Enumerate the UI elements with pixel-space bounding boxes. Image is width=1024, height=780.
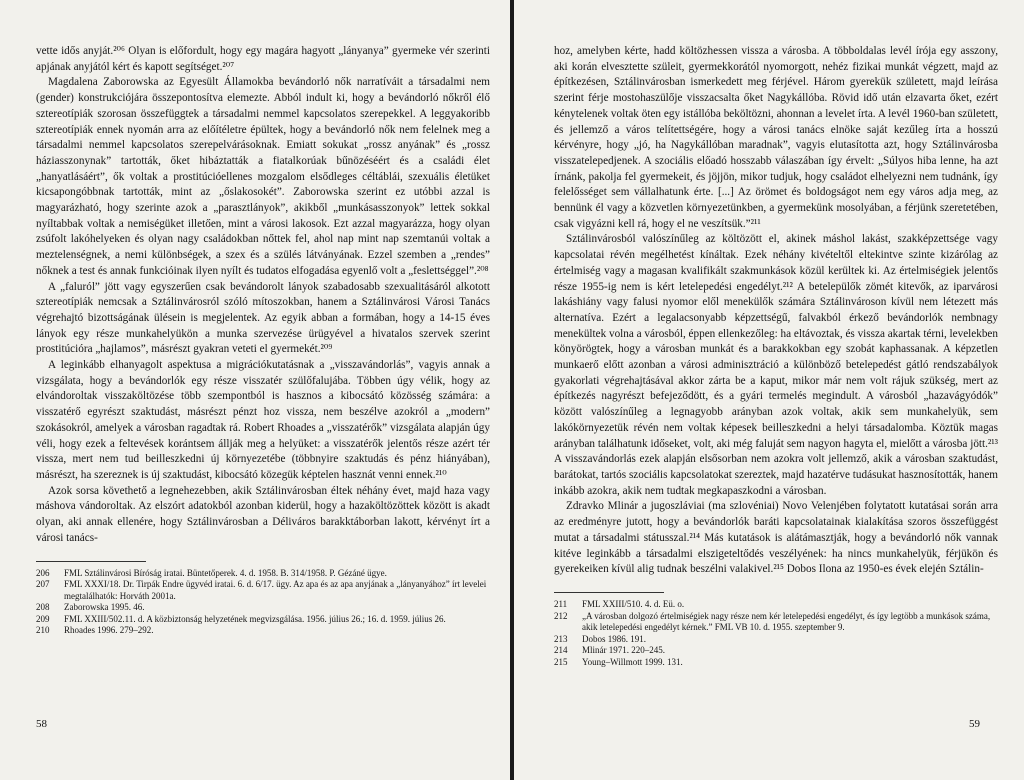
footnote-number: 214 [554, 645, 568, 656]
footnote [36, 614, 490, 626]
right-paragraph: Sztálinvárosból valószínűleg az költözött el, akinek máshol lakást, szakképzettsége vagy kapcsolatai révén megélhetést kínáltak. Ezek néhány kivételtől eltekintve szinte kizárólag az értelmiség vagy a magasan kvalifikált szakmunkások közül kerültek ki. Az értelmiségiek jelentős része 1955-ig nem is kért letelepedési engedélyt.²¹² A betelepülők zömét kitevők, az iparvárosi lakáshiány vagy falusi nyomor elől menekülők számára Sztálinvároson kívül nem létezett más alternatíva. Ezért a legalacsonyabb képzettségű, falvakból érkező bevándorlók nembnagy menekültek volna a városból, éppen ellenkezőleg: ha eltávoztak, és vissza akartak térni, levelekben könyörögtek, hogy a városban munkát és a barakkokban egy szobát kaphassanak. A képzetlen munkaerő előtt azonban a városi adminisztráció a különböző betelepedést gátló rendszabályok gyakorlati végrehajtásával akkor zárta be a kaput, mikor már nem volt rájuk szükség, mert az építkezés nagyrészt befejeződött, és a gyári termelés megindult. A városból „hazavágyódók” között valószínűleg a legnagyobb arányban azok voltak, akik sem munkahelyük, sem lakókörnyezetük révén nem voltak képesek beilleszkedni a helyi társadalomba. Köztük magas arányban találhatunk időseket, volt, aki még faluját sem nagyon hagyta el, mielőtt a városba jött.²¹³ A visszavándorlás ezek alapján elsősorban nem azokra volt jellemző, akik a városban szaktudást, barátokat, tartós szociális kapcsolatokat szereztek, majd hazatérve tudásukat hasznosították, hanem inkább azokra, akik nem tudtak megkapaszkodni a városban. [554, 233, 998, 497]
page-number: 58 [36, 718, 47, 730]
right-page [514, 0, 1024, 780]
footnote [554, 657, 998, 669]
left-footnotes [36, 568, 490, 638]
footnote [36, 602, 490, 614]
footnote-number: 207 [36, 579, 50, 590]
footnote-number: 215 [554, 656, 568, 667]
footnote [36, 568, 490, 580]
right-footnotes [554, 599, 998, 669]
footnote-number: 206 [36, 567, 50, 578]
footnote-divider [36, 561, 146, 562]
footnote-text: Dobos 1986. 191. [582, 633, 647, 644]
footnote [36, 625, 490, 637]
footnote-number: 211 [554, 598, 568, 609]
footnote-text: FML XXIII/510. 4. d. Eü. o. [582, 598, 685, 609]
footnote-text: „A városban dolgozó értelmiségiek nagy része nem kér letelepedési engedélyt, és így legtöbb a munkások száma, akik letelepedési engedélyt kérnek.” FML VB 10. d. 1955. szeptember 9. [582, 610, 991, 633]
footnote-number: 208 [36, 602, 50, 613]
right-paragraph: hoz, amelyben kérte, hadd költözhessen vissza a városba. A többoldalas levél írója egy asszony, aki korán elvesztette szüleit, gyermekkorától nyomorgott, nehéz fizikai munkát végzett, majd az építkezésen, Sztálinvárosban ismerkedett meg férjével. Három gyerekük született, majd leírása szerint férje mostohaszülője visszacsalta őket Nagykállóba. Rövid idő után elzavarta őket, ezért kénytelenek voltak öten egy istállóba beköltözni, ahonnan a levelet írta. A levél 1960-ban született, és jellemző a város telítettségére, hogy a városi tanács elnöke saját kezűleg írta a hosszú kérvényre, hogy „jó, ha Nagykállóban maradnak”, vagyis elutasította azt, hogy Sztálinvárosba visszatelepedjenek. A szociális előadó hosszabb válaszában így érvelt: „Súlyos hiba lenne, ha azt írnánk, pakolja fel gyermekeit, és jöjjön, mikor tudjuk, hogy családot elhelyezni nem tudnánk, így felelősséget sem vállalhatunk érte. [...] Az örömet és boldogságot nem egy város adja meg, az bennünk él vagy a közvetlen környezetünkben, a gyermekünk mosolyában, a férjünk szeretetében, csak vigyázni kell rá, hogy el ne veszítsük.”²¹¹ [554, 45, 998, 230]
footnote-number: 209 [36, 613, 50, 624]
footnote-number: 212 [554, 610, 568, 621]
left-paragraph: Azok sorsa követhető a legnehezebben, akik Sztálinvárosban éltek néhány évet, majd haza vagy máshova vándoroltak. Az elszórt adatokból azonban kiderül, hogy a hazaköltözöttek között is akadt olyan, aki annak ellenére, hogy Sztálinvárosban a Déliváros barakktáborban lakott, kérvényt írt a városi tanács- [36, 484, 490, 544]
footnote-text: FML XXIII/502.11. d. A közbiztonság helyzetének megvizsgálása. 1956. július 26.; 16. d. 1959. július 26. [64, 613, 446, 624]
left-paragraph: A leginkább elhanyagolt aspektusa a migrációkutatásnak a „visszavándorlás”, vagyis annak a vizsgálata, hogy a bevándorlók egy része visszatér szülőfalujába. Többen úgy vélik, hogy az elvándoroltak visszaköltözése több szempontból is hasznos a kibocsátó közösség számára: a visszatérő egyrészt szaktudást, másrészt pénzt hoz vissza, nem beszélve azokról a „modern” szokásokról, amelyek a városban ragadtak rá. Robert Rhoades a „visszatérők” vizsgálata alapján úgy véli, hogy ezek a feltevések korántsem állják meg a helyüket: a visszatérők jelentős része azért tér vissza, mert nem tud beilleszkedni új környezetébe (többnyire szaktudás és pénz hiányában), másrészt, ha szereznek is új szaktudást, kibocsátó közegük képtelen hasznát venni ennek.²¹⁰ [36, 359, 490, 481]
page-number: 59 [969, 718, 980, 730]
footnote-text: FML XXXI/18. Dr. Tirpák Endre ügyvéd iratai. 6. d. 6/17. ügy. Az apa és az apa anyjának a „lányanyához” írt levelei megtalálhatók: Horváth 2001a. [64, 579, 487, 601]
footnote-text: Mlinár 1971. 220–245. [582, 645, 665, 656]
left-paragraph: A „faluról” jött vagy egyszerűen csak bevándorolt lányok szabadosabb szexualitásáról alkotott sztereotípiák nemcsak a Sztálinvárosról szóló mítoszokban, hanem a Sztálinvárosi Városi Tanács végrehajtó bizottságának ülésein is megjelentek. Az egyik abban a formában, hogy a 14-15 éves lányok egy része munkahelyükön a munka szervezése ürügyével a hivatalos szervek szerint prostitúcióra „hajlamos”, másrészt gyakran veteti el gyermekét.²⁰⁹ [36, 280, 490, 356]
footnote-divider [554, 592, 664, 593]
footnote-text: Rhoades 1996. 279–292. [64, 625, 154, 636]
right-body-text [554, 44, 998, 578]
footnote-text: Zaborowska 1995. 46. [64, 602, 145, 613]
left-paragraph: Magdalena Zaborowska az Egyesült Államokba bevándorló nők narratíváit a társadalmi nem (gender) konstrukciójára összepontosítva elemezte. Abból indult ki, hogy a bevándorló nőkről élő sztereotípiák szorosan összefüggtek a társadalmi nemmel kapcsolatos szerepekkel. A leggyakoribb sztereotípiák ennek nyomán arra az előítéletre épültek, hogy a bevándorló nők nem felelnek meg a társadalmi nemmel kapcsolatos szerepelvárásoknak. Emiatt sokukat „rossz anyának” és „rossz háziasszonynak” tartották, őket hibáztatták a fiatalkorúak bűnözéséért és a családi élet „hanyatlásáért”, ők voltak a prostitúcióellenes mozgalom elsődleges céltáblái, szexuális életüket kicsapongóbbnak tartották, mint az „őslakosokét”. Zaborowska szerint ez utóbbi azzal is magyarázható, hogy szerinte azok a „parasztlányok”, akikből „munkásasszonyok” lettek sokkal nyíltabbak voltak a nemiségüket illetően, mint a városi lakosok. Ezt azzal magyarázza, hogy olyan zsúfolt lakóhelyeken és olyan nagy családokban nőttek fel, ahol nap mint nap szemtanúi voltak a meztelenségnek, a nemi különbségek, a szex és a szülés látványának. Ezzel szemben a „rendes” nőknek a test és annak funkcióinak ilyen nyílt és tudatos elfogadása egyenlő volt a „feslettséggel”.²⁰⁸ [36, 76, 490, 277]
footnote-text: Young–Willmott 1999. 131. [582, 656, 683, 667]
footnote-text: FML Sztálinvárosi Bíróság iratai. Büntetőperek. 4. d. 1958. B. 314/1958. P. Gézáné ügye. [64, 567, 387, 578]
right-paragraph: Zdravko Mlinár a jugoszláviai (ma szlovéniai) Novo Velenjében folytatott kutatásai során arra az eredményre jutott, hogy a bevándorlók baráti kapcsolatainak kialakítása szoros összefüggést mutat a társadalmi státusszal.²¹⁴ Más kutatások is alátámasztják, hogy a bevándorló nők vannak kitéve leginkább a társadalmi elszigeteltődés veszélyének: ha nincs munkahelyük, férjükön és gyerekeiken kívül alig tudnak beszélni valakivel.²¹⁵ Dobos Ilona az 1950-es évek elején Sztálin- [554, 500, 998, 576]
footnote-number: 213 [554, 633, 568, 644]
footnote [554, 611, 998, 634]
left-paragraph: vette idős anyját.²⁰⁶ Olyan is előfordult, hogy egy magára hagyott „lányanya” gyermeke vér szerinti apjának anyjától kért és kapott segítséget.²⁰⁷ [36, 45, 490, 73]
left-body-text [36, 44, 490, 547]
footnote-number: 210 [36, 625, 50, 636]
footnote [554, 599, 998, 611]
footnote [554, 634, 998, 646]
left-page [0, 0, 510, 780]
footnote [36, 579, 490, 602]
footnote [554, 645, 998, 657]
